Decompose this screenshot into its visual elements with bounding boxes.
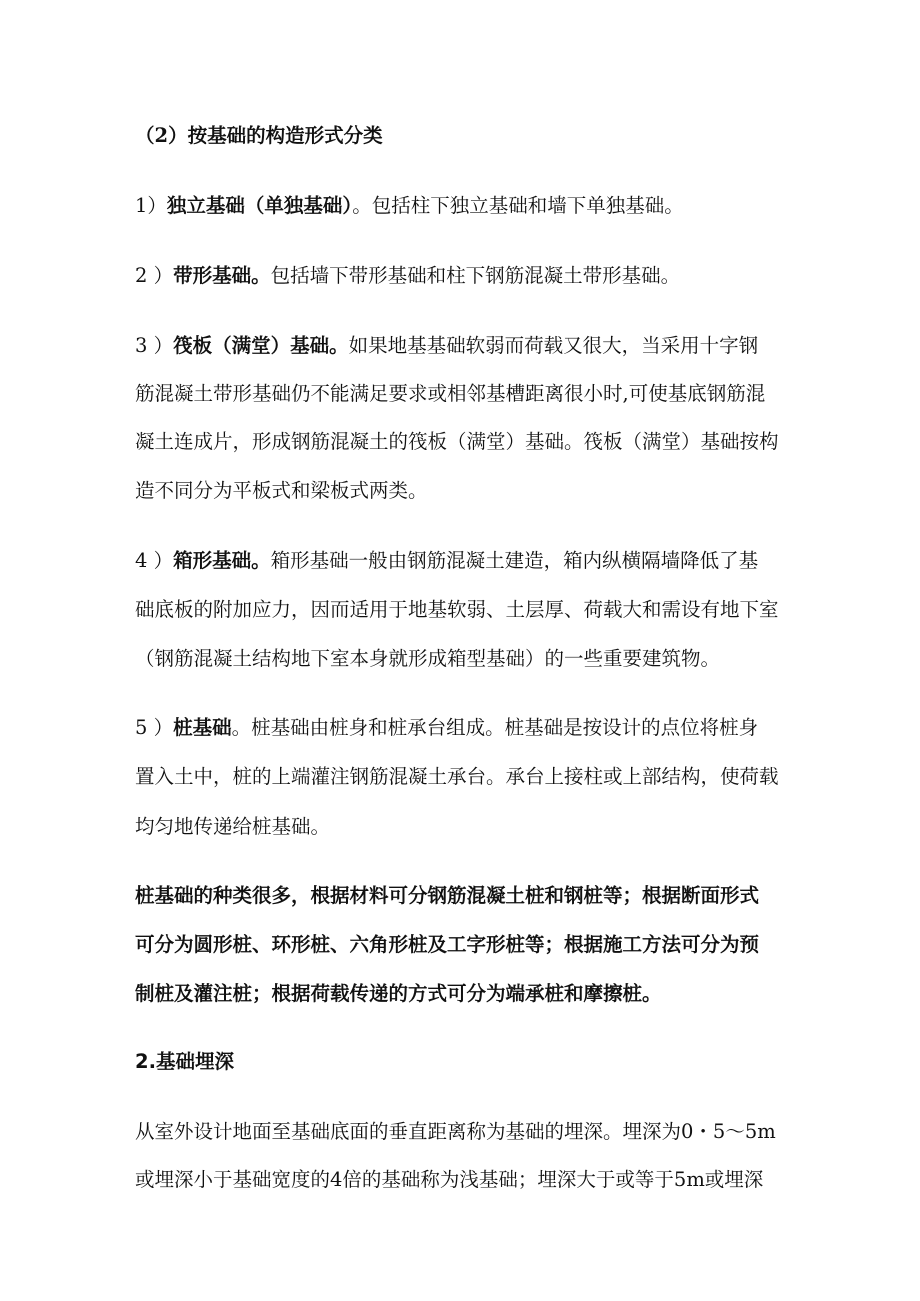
item-3-line-4: 造不同分为平板式和梁板式两类。 [135,479,428,502]
depth-line-1: 从室外设计地面至基础底面的垂直距离称为基础的埋深。埋深为0・5～5m [135,1120,776,1143]
item-4-title: 箱形基础。 [173,549,271,572]
subsection-title: 2.基础埋深 [135,1050,234,1073]
item-2-text: 包括墙下带形基础和柱下钢筋混凝土带形基础。 [270,264,681,287]
item-5-title: 桩基础 [173,716,232,739]
item-1-title: 独立基础（单独基础） [166,194,353,217]
item-3-line-2: 筋混凝土带形基础仍不能满足要求或相邻基槽距离很小时,可使基底钢筋混 [135,382,766,405]
item-3-title: 筏板（满堂）基础。 [173,334,349,357]
item-2 [135,262,795,290]
depth-line-2: 或埋深小于基础宽度的4倍的基础称为浅基础；埋深大于或等于5m或埋深 [135,1168,764,1191]
item-2-number: 2 ） [135,264,174,287]
item-4-text: 箱形基础一般由钢筋混凝土建造，箱内纵横隔墙降低了基 [270,549,759,572]
item-3 [135,332,795,360]
item-5-number: 5 ） [135,716,174,739]
item-3-line-3: 凝土连成片，形成钢筋混凝土的筏板（满堂）基础。筏板（满堂）基础按构 [135,430,779,453]
section-title: （2）按基础的构造形式分类 [135,124,383,147]
item-3-number: 3 ） [135,334,174,357]
item-5-text: 。桩基础由桩身和桩承台组成。桩基础是按设计的点位将桩身 [231,716,759,739]
item-4-number: 4 ） [135,549,174,572]
item-1-text: 。包括柱下独立基础和墙下单独基础。 [352,194,684,217]
item-1-number: 1） [135,194,167,217]
pile-types-line-2: 可分为圆形桩、环形桩、六角形桩及工字形桩等；根据施工方法可分为预 [135,933,760,956]
pile-types-line-3: 制桩及灌注桩；根据荷载传递的方式可分为端承桩和摩擦桩。 [135,982,662,1005]
item-5-line-2: 置入土中，桩的上端灌注钢筋混凝土承台。承台上接柱或上部结构，使荷载 [135,765,779,788]
item-1 [135,192,795,220]
item-4 [135,547,795,575]
item-5 [135,714,795,742]
item-4-line-3: （钢筋混凝土结构地下室本身就形成箱型基础）的一些重要建筑物。 [135,647,721,670]
item-5-line-3: 均匀地传递给桩基础。 [135,815,331,838]
item-3-text: 如果地基基础软弱而荷载又很大，当采用十字钢 [348,334,759,357]
pile-types-line-1: 桩基础的种类很多，根据材料可分钢筋混凝土桩和钢桩等；根据断面形式 [135,884,760,907]
item-4-line-2: 础底板的附加应力，因而适用于地基软弱、土层厚、荷载大和需设有地下室 [135,598,779,621]
item-2-title: 带形基础。 [173,264,271,287]
